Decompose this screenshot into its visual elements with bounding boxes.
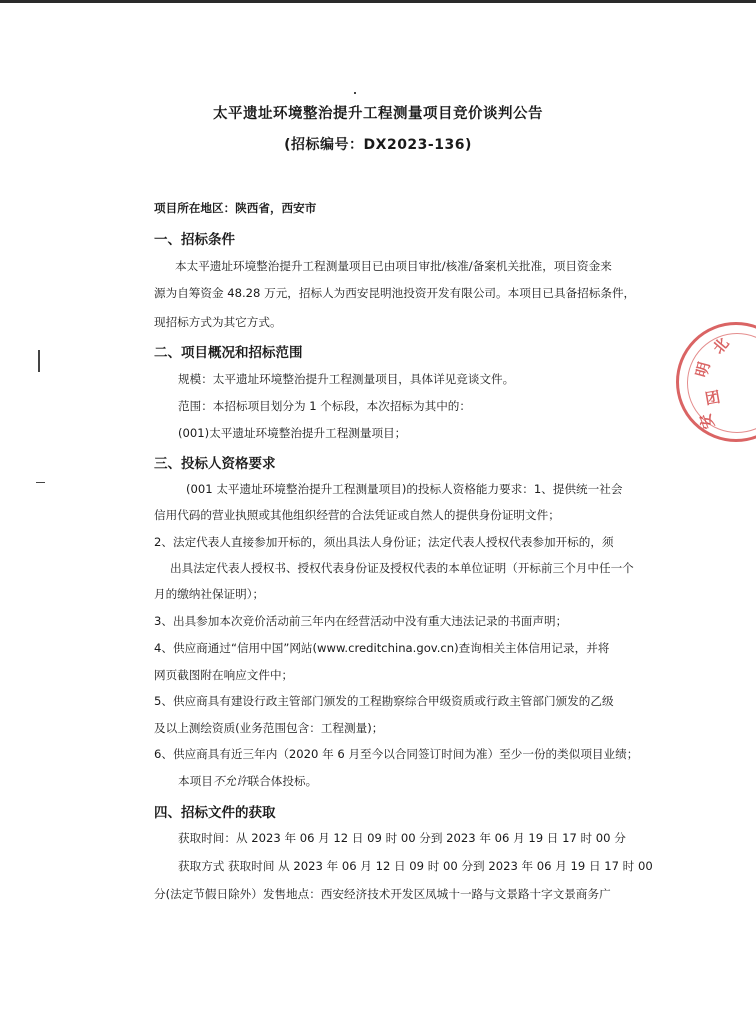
qualification-line: 5、供应商具有建设行政主管部门颁发的工程勘察综合甲级资质或行政主管部门颁发的乙级: [154, 694, 614, 708]
scan-mark: [38, 350, 40, 372]
stamp-char: 团: [703, 387, 722, 409]
qualification-line: 出具法定代表人授权书、授权代表身份证及授权代表的本单位证明（开标前三个月中任一个: [170, 561, 634, 575]
consortium-suffix: 联合体投标。: [247, 774, 318, 788]
consortium-line: [178, 773, 317, 789]
lot-line: (001)太平遗址环境整治提升工程测量项目；: [178, 426, 407, 440]
paragraph-line: 现招标方式为其它方式。: [154, 315, 282, 329]
qualification-line: 网页截图附在响应文件中；: [154, 668, 294, 682]
qualification-line: 3、出具参加本次竞价活动前三年内在经营活动中没有重大违法记录的书面声明；: [154, 614, 568, 628]
section-heading-3: 三、投标人资格要求: [154, 456, 276, 472]
qualification-line: 月的缴纳社保证明）；: [154, 587, 265, 601]
section-heading-4: 四、招标文件的获取: [154, 805, 276, 821]
section-heading-2: 二、项目概况和招标范围: [154, 345, 303, 361]
red-seal-stamp: [676, 322, 756, 442]
qualification-line: 2、法定代表人直接参加开标的，须出具法人身份证；法定代表人授权代表参加开标的，须: [154, 535, 614, 549]
scan-mark: [36, 482, 45, 483]
doc-title: 太平遗址环境整治提升工程测量项目竞价谈判公告: [213, 106, 543, 122]
paragraph-line: 本太平遗址环境整治提升工程测量项目已由项目审批/核准/备案机关批准，项目资金来: [175, 259, 612, 273]
doc-subtitle: (招标编号：DX2023-136): [284, 137, 472, 153]
section-heading-1: 一、招标条件: [154, 232, 235, 248]
scope-line: 范围：本招标项目划分为 1 个标段，本次招标为其中的：: [178, 399, 471, 413]
paragraph-line: 源为自筹资金 48.28 万元，招标人为西安昆明池投资开发有限公司。本项目已具备招标条件，: [154, 286, 636, 300]
qualification-line: 及以上测绘资质(业务范围包含：工程测量)；: [154, 721, 384, 735]
acquisition-method-line: 分(法定节假日除外）发售地点：西安经济技术开发区凤城十一路与文景路十字文景商务广: [154, 887, 611, 901]
qualification-line: 信用代码的营业执照或其他组织经营的合法凭证或自然人的提供身份证明文件；: [154, 508, 560, 522]
scale-line: 规模：太平遗址环境整治提升工程测量项目，具体详见竞谈文件。: [178, 372, 515, 386]
acquisition-method-line: 获取方式 获取时间 从 2023 年 06 月 12 日 09 时 00 分到 2023 年 06 月 19 日 17 时 00: [178, 859, 653, 873]
stamp-char: 明: [692, 360, 714, 380]
stamp-char: 安: [695, 411, 719, 432]
scan-speck: [354, 92, 356, 94]
scan-top-edge: [0, 0, 756, 3]
consortium-prefix: 本项目: [178, 774, 213, 788]
qualification-line: 4、供应商通过“信用中国”网站(www.creditchina.gov.cn)查询相关主体信用记录，并将: [154, 641, 610, 655]
stamp-char: 北: [709, 334, 733, 358]
consortium-italic: 不允许: [212, 774, 248, 788]
qualification-line: (001 太平遗址环境整治提升工程测量项目)的投标人资格能力要求：1、提供统一社会: [186, 482, 623, 496]
acquisition-time: 获取时间：从 2023 年 06 月 12 日 09 时 00 分到 2023 年 06 月 19 日 17 时 00 分: [178, 831, 626, 845]
qualification-line: 6、供应商具有近三年内（2020 年 6 月至今以合同签订时间为准）至少一份的类似项目业绩；: [154, 747, 639, 761]
project-location: 项目所在地区：陕西省，西安市: [154, 201, 317, 215]
